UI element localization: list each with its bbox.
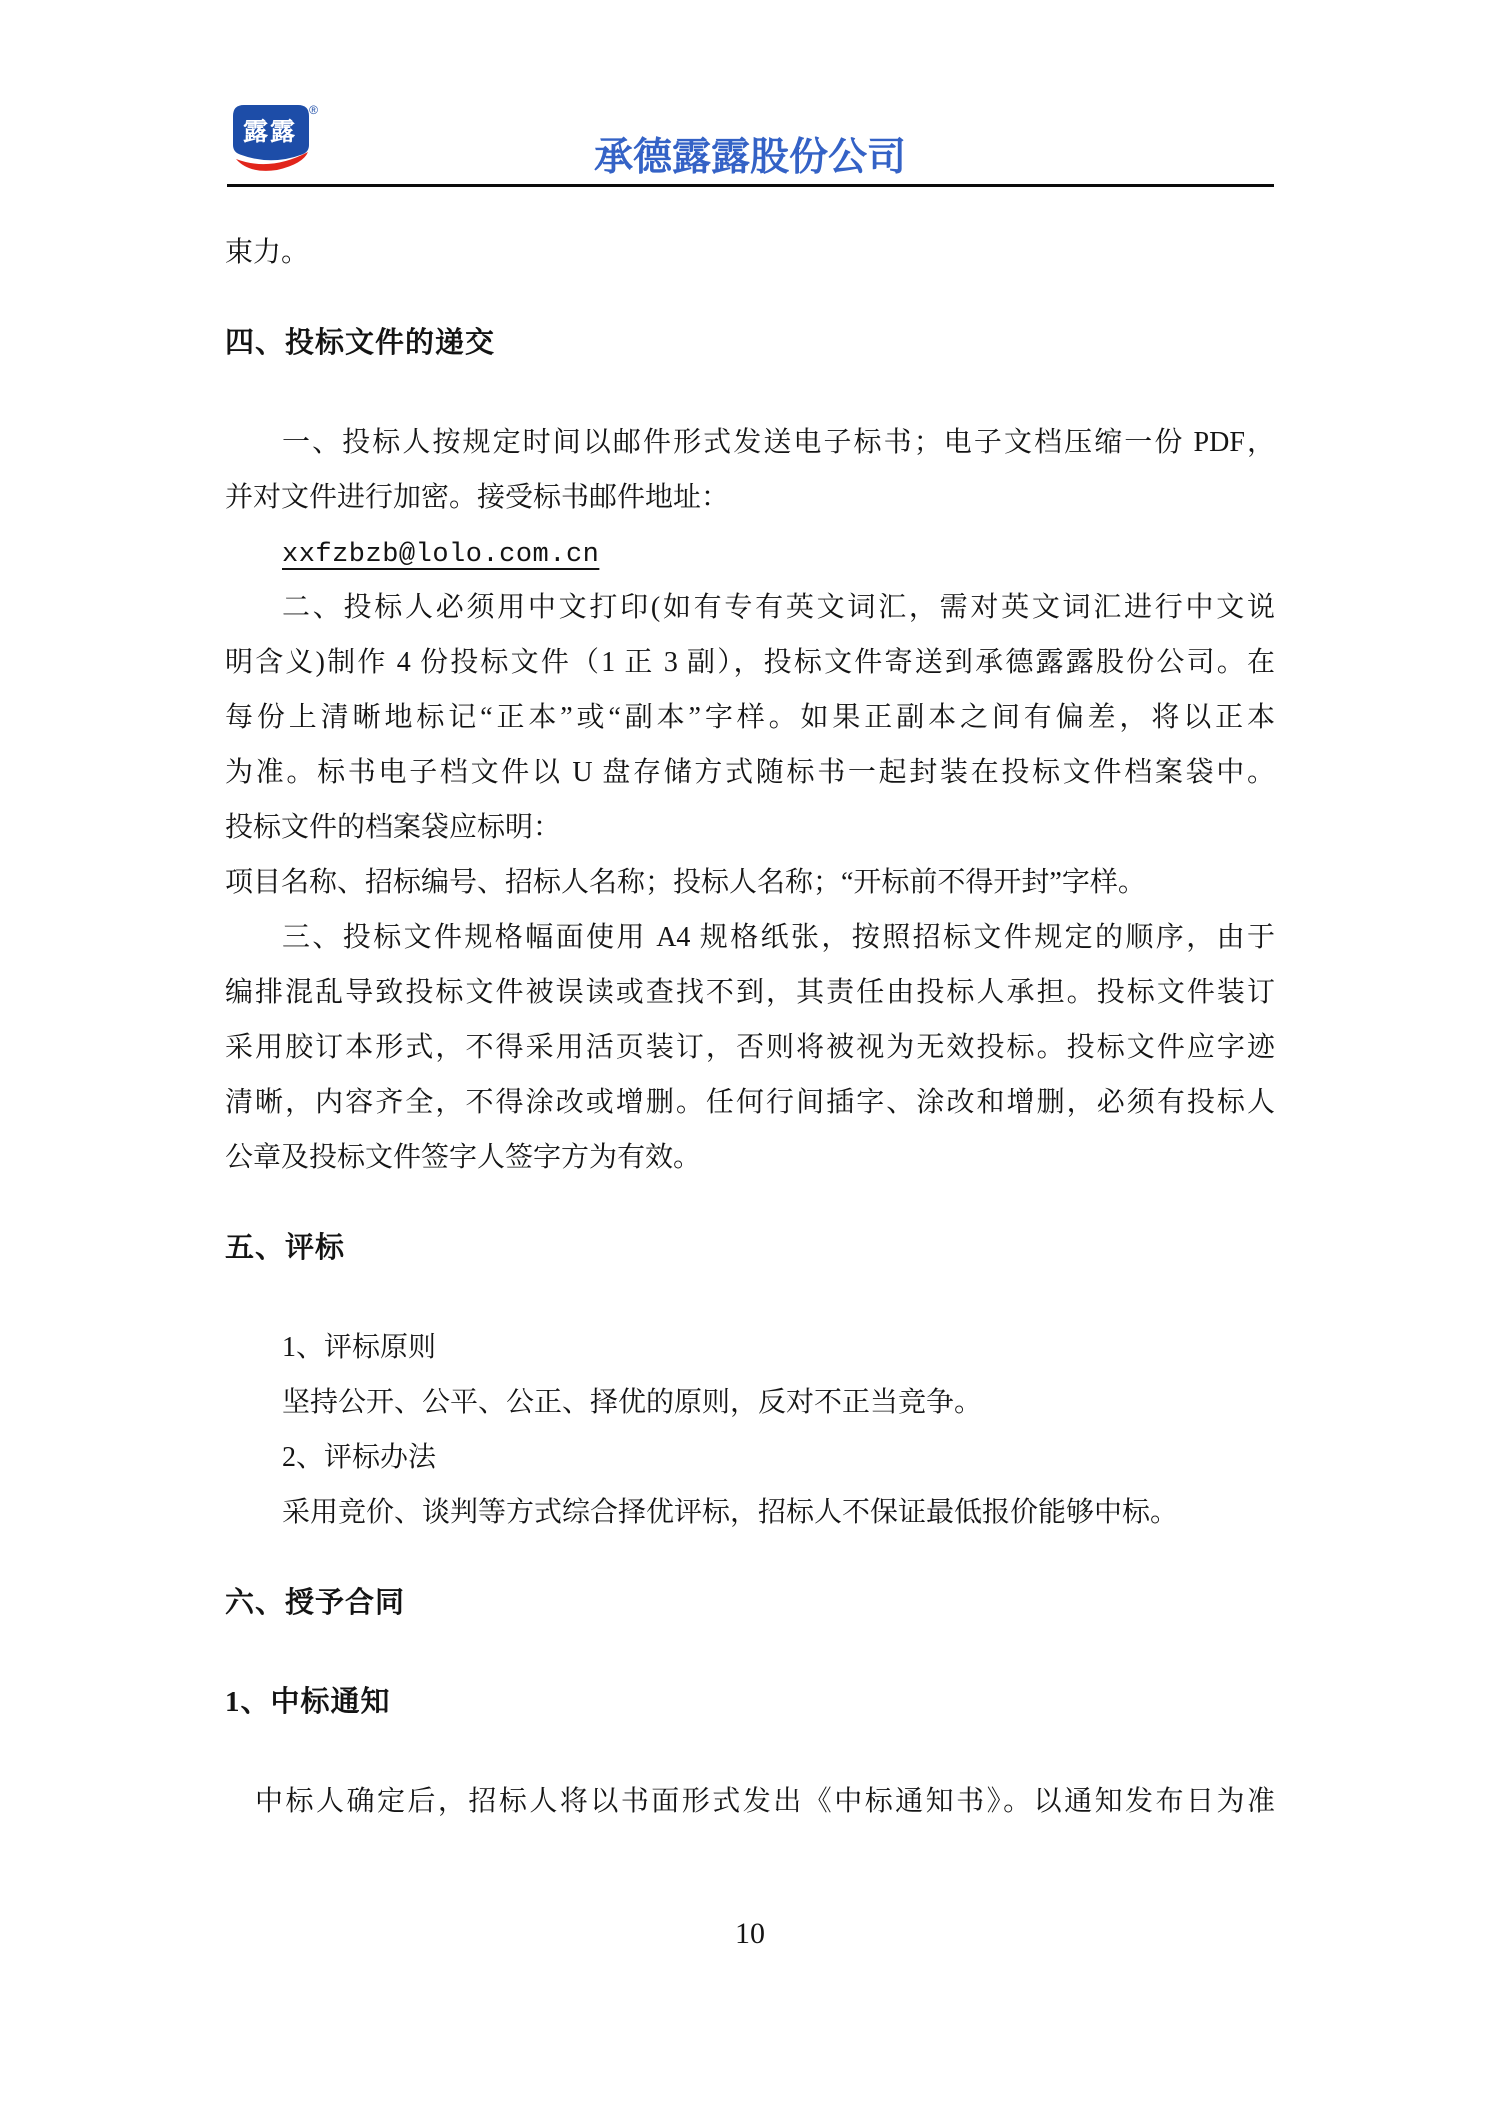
text-line: 清晰，内容齐全，不得涂改或增删。任何行间插字、涂改和增删，必须有投标人: [225, 1087, 1275, 1118]
text-line: 项目名称、招标编号、招标人名称；投标人名称；“开标前不得开封”字样。: [225, 867, 1146, 898]
email-address-line: [225, 525, 1275, 580]
text-line: 坚持公开、公平、公正、择优的原则，反对不正当竞争。: [282, 1387, 983, 1418]
company-name-title: 承德露露股份公司: [593, 136, 906, 179]
text-line: 编排混乱导致投标文件被误读或查找不到，其责任由投标人承担。投标文件装订: [225, 977, 1275, 1008]
text-line: 一、投标人按规定时间以邮件形式发送电子标书；电子文档压缩一份 PDF，: [282, 427, 1275, 458]
text-line: 束力。: [225, 237, 310, 268]
section-heading: 四、投标文件的递交: [225, 327, 496, 359]
text-line: 二、投标人必须用中文打印(如有专有英文词汇，需对英文词汇进行中文说: [282, 592, 1275, 623]
page-number: 10: [735, 1917, 765, 1950]
text-line: 中标人确定后，招标人将以书面形式发出《中标通知书》。以通知发布日为准: [255, 1786, 1275, 1817]
section-heading: 1、中标通知: [225, 1686, 391, 1718]
text-line: 1、评标原则: [282, 1332, 437, 1363]
header-divider: [227, 184, 1274, 187]
document-body: [225, 225, 1275, 1829]
logo-text: 露露: [242, 118, 297, 146]
text-line: 并对文件进行加密。接受标书邮件地址：: [225, 482, 730, 513]
text-line: 为准。标书电子档文件以 U 盘存储方式随标书一起封装在投标文件档案袋中。: [225, 757, 1275, 788]
document-header: [0, 0, 1500, 200]
text-line: 2、评标办法: [282, 1442, 437, 1473]
text-line: 采用竞价、谈判等方式综合择优评标，招标人不保证最低报价能够中标。: [282, 1497, 1179, 1528]
registered-trademark-icon: ®: [309, 103, 318, 117]
text-line: 采用胶订本形式，不得采用活页装订，否则将被视为无效投标。投标文件应字迹: [225, 1032, 1275, 1063]
section-heading: 五、评标: [225, 1232, 346, 1264]
email-link[interactable]: xxfzbzb@lolo.com.cn: [282, 540, 600, 570]
text-line: 每份上清晰地标记“正本”或“副本”字样。如果正副本之间有偏差，将以正本: [225, 702, 1275, 733]
text-line: 投标文件的档案袋应标明：: [225, 812, 562, 843]
text-line: 三、投标文件规格幅面使用 A4 规格纸张，按照招标文件规定的顺序，由于: [282, 922, 1275, 953]
document-footer: [0, 1917, 1500, 1951]
section-heading: 六、授予合同: [225, 1587, 406, 1619]
text-line: 明含义)制作 4 份投标文件（1 正 3 副），投标文件寄送到承德露露股份公司。在: [225, 647, 1275, 678]
text-line: 公章及投标文件签字人签字方为有效。: [225, 1142, 702, 1173]
